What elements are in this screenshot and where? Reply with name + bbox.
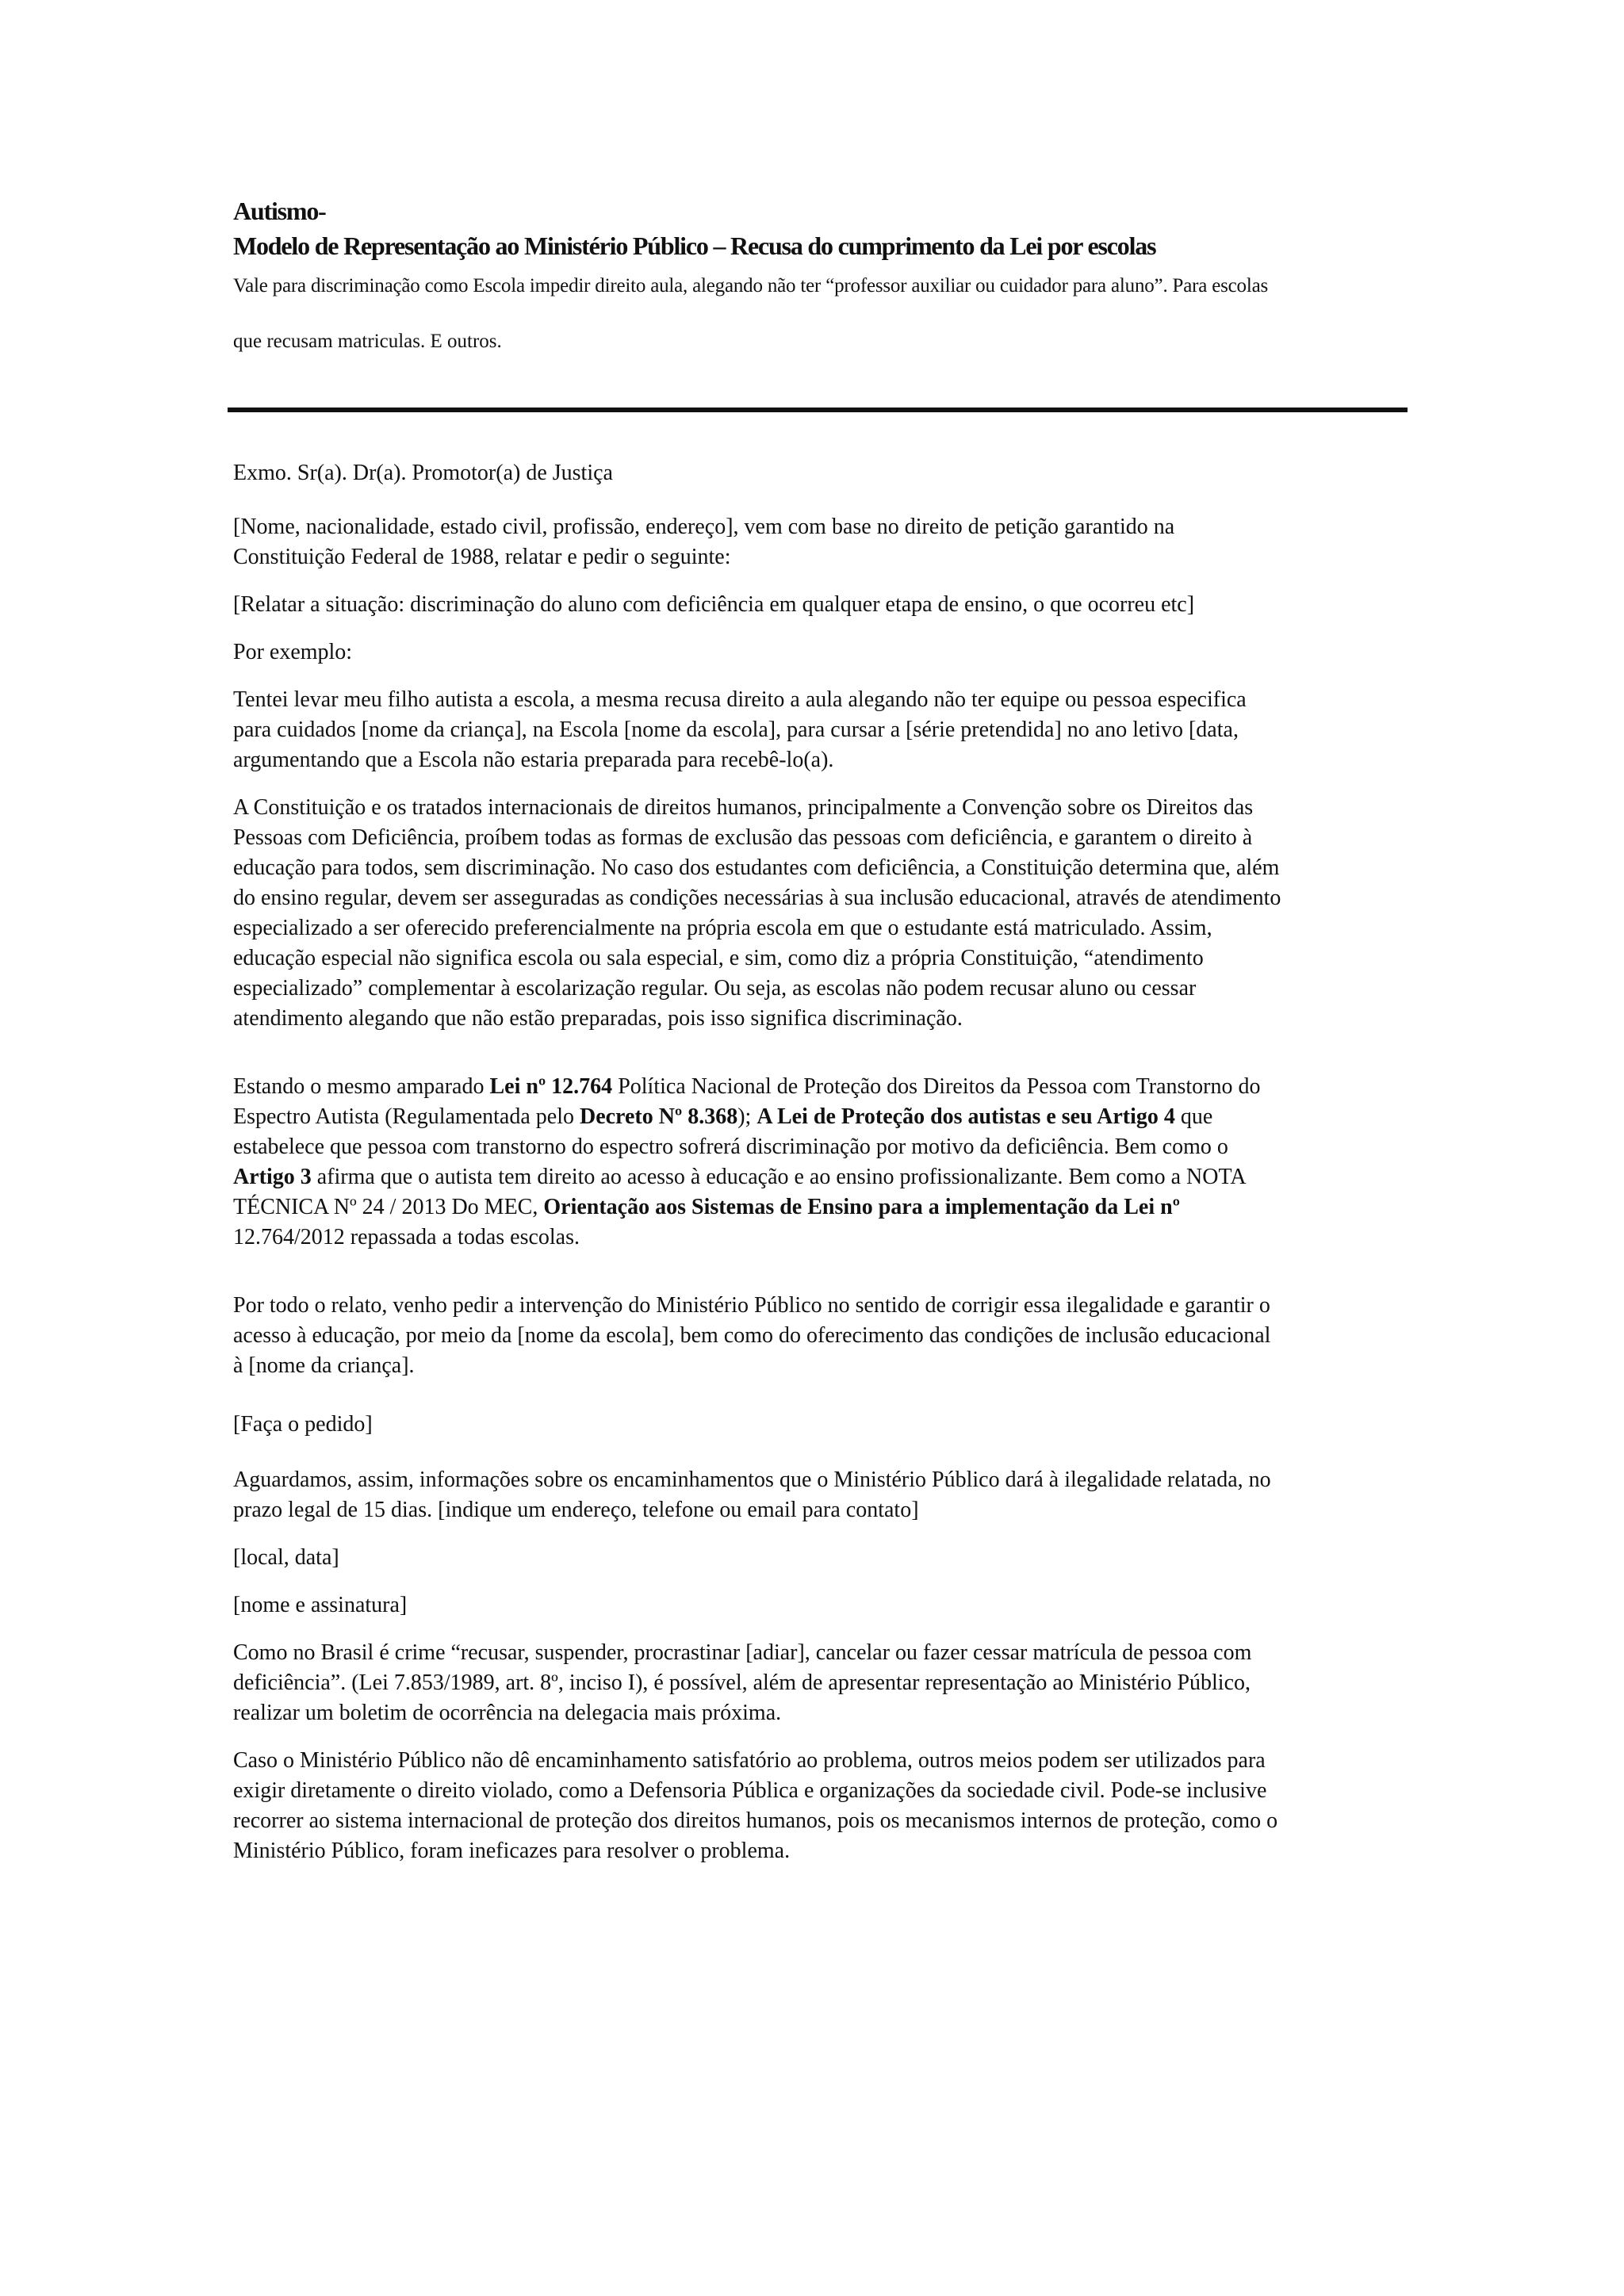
text-line: atendimento alegando que não estão preparadas, pois isso significa discriminação. [233,1006,963,1031]
text-run: Política Nacional de Proteção dos Direitos da Pessoa com Transtorno do [612,1074,1261,1099]
text-line: recorrer ao sistema internacional de proteção dos direitos humanos, pois os mecanismos internos de proteção, como o [233,1808,1278,1833]
text-line: A Constituição e os tratados internacionais de direitos humanos, principalmente a Convenção sobre os Direitos das [233,795,1254,820]
place-date: [local, data] [233,1545,339,1570]
guideline-reference: Orientação aos Sistemas de Ensino para a implementação da Lei nº [543,1195,1180,1219]
text-line: Pessoas com Deficiência, proíbem todas as formas de exclusão das pessoas com deficiência, e garantem o direito à [233,825,1253,850]
text-line [233,1162,1407,1192]
paragraph-make-request: [Faça o pedido] [233,1412,373,1437]
text-run: Espectro Autista (Regulamentada pelo [233,1104,580,1129]
text-line: 12.764/2012 repassada a todas escolas. [233,1225,580,1249]
document-header [233,193,1407,355]
paragraph-crime-note [233,1638,1407,1728]
text-line: Por todo o relato, venho pedir a intervenção do Ministério Público no sentido de corrigir essa ilegalidade e garantir o [233,1293,1270,1318]
intro-line-2: que recusam matriculas. E outros. [233,331,502,352]
text-line: exigir diretamente o direito violado, como a Defensoria Pública e organizações da sociedade civil. Pode-se inclusive [233,1778,1267,1803]
text-line: educação especial não significa escola ou sala especial, e sim, como diz a própria Constituição, “atendimento [233,946,1204,970]
text-line: deficiência”. (Lei 7.853/1989, art. 8º, inciso I), é possível, além de apresentar representação ao Ministério Público, [233,1670,1251,1695]
intro-line-1: Vale para discriminação como Escola impedir direito aula, alegando não ter “professor auxiliar ou cuidador para aluno”. Para escolas [233,275,1269,297]
text-line: educação para todos, sem discriminação. No caso dos estudantes com deficiência, a Constituição determina que, além [233,855,1280,880]
letter-body [233,458,1407,1866]
name-signature: [nome e assinatura] [233,1593,408,1617]
text-line [233,1072,1407,1102]
paragraph-constitution [233,793,1407,1034]
paragraph-await-info [233,1465,1407,1525]
text-line: acesso à educação, por meio da [nome da escola], bem como do oferecimento das condições de inclusão educacional [233,1323,1271,1348]
article-reference: Artigo 3 [233,1165,312,1189]
text-line: Aguardamos, assim, informações sobre os encaminhamentos que o Ministério Público dará à ilegalidade relatada, no [233,1468,1271,1492]
text-line: para cuidados [nome da criança], na Escola [nome da escola], para cursar a [série pretendida] no ano letivo [data, [233,718,1239,742]
text-run: afirma que o autista tem direito ao acesso à educação e ao ensino profissionalizante. Bem como a NOTA [311,1165,1247,1189]
paragraph-legal-basis [233,1072,1407,1253]
text-line [233,1102,1407,1132]
salutation: Exmo. Sr(a). Dr(a). Promotor(a) de Justiça [233,461,613,485]
title-line-2: Modelo de Representação ao Ministério Público – Recusa do cumprimento da Lei por escolas [233,232,1156,260]
paragraph-identification [233,512,1407,572]
text-run: ); [737,1104,757,1129]
text-line: Tentei levar meu filho autista a escola, a mesma recusa direito a aula alegando não ter equipe ou pessoa especifica [233,687,1247,712]
text-line: à [nome da criança]. [233,1353,415,1378]
article-reference: A Lei de Proteção dos autistas e seu Artigo 4 [756,1104,1175,1129]
decree-reference: Decreto Nº 8.368 [579,1104,738,1129]
paragraph-request-intervention [233,1291,1407,1381]
title-line-1: Autismo- [233,197,326,225]
text-line: do ensino regular, devem ser asseguradas as condições necessárias à sua inclusão educacional, através de atendimento [233,886,1281,910]
text-line: Ministério Público, foram ineficazes para resolver o problema. [233,1839,791,1863]
text-line: especializado a ser oferecido preferencialmente na própria escola em que o estudante está matriculado. Assim, [233,916,1212,940]
text-line: [Nome, nacionalidade, estado civil, profissão, endereço], vem com base no direito de petição garantido na [233,515,1175,539]
paragraph-example [233,685,1407,775]
law-reference: Lei nº 12.764 [489,1074,613,1099]
text-line [233,1192,1407,1223]
paragraph-example-label: Por exemplo: [233,640,353,664]
text-run: TÉCNICA Nº 24 / 2013 Do MEC, [233,1195,544,1219]
paragraph-other-means [233,1746,1407,1866]
text-line: estabelece que pessoa com transtorno do espectro sofrerá discriminação por motivo da deficiência. Bem como o [233,1135,1228,1159]
text-run: que [1174,1104,1213,1129]
paragraph-situation: [Relatar a situação: discriminação do aluno com deficiência em qualquer etapa de ensino, o que ocorreu etc] [233,592,1195,617]
text-line: realizar um boletim de ocorrência na delegacia mais próxima. [233,1701,782,1725]
text-line: Caso o Ministério Público não dê encaminhamento satisfatório ao problema, outros meios podem ser utilizados para [233,1748,1266,1773]
text-line: especializado” complementar à escolarização regular. Ou seja, as escolas não podem recusar aluno ou cessar [233,976,1197,1001]
text-line: Como no Brasil é crime “recusar, suspender, procrastinar [adiar], cancelar ou fazer cessar matrícula de pessoa com [233,1640,1252,1665]
text-line: Constituição Federal de 1988, relatar e pedir o seguinte: [233,545,731,569]
horizontal-rule [228,408,1408,412]
text-line: prazo legal de 15 dias. [indique um endereço, telefone ou email para contato] [233,1498,919,1522]
text-run: Estando o mesmo amparado [233,1074,490,1099]
text-line: argumentando que a Escola não estaria preparada para recebê-lo(a). [233,748,834,772]
